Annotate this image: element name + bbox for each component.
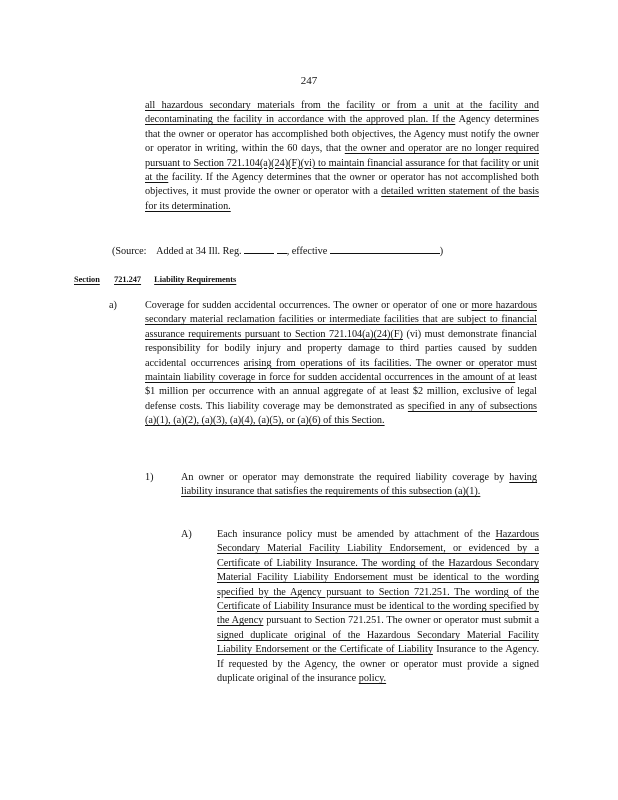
- page-number: 247: [300, 75, 318, 87]
- item-A-text: [217, 528, 539, 686]
- item-1-text-1: An owner or operator may demonstrate the required liability coverage by: [181, 472, 505, 483]
- item-A-text-1: Each insurance policy must be amended by attachment of the: [217, 529, 491, 540]
- subsection-a-text: [145, 299, 537, 429]
- intro-plain-text-2: facility. If the Agency determines that the owner or operator has not accomplished both objectives, it must provide the owner or operator with a: [145, 172, 540, 198]
- intro-paragraph: [145, 99, 539, 214]
- subsection-a-text-1: Coverage for sudden accidental occurrences. The owner or operator of one or: [145, 300, 469, 311]
- section-number: 721.247: [114, 275, 142, 284]
- subsection-a-text-3: least $1 million per occurrence with an annual aggregate of at least $2 million, exclusive of legal defense costs. This liability coverage may be demonstrated as: [145, 372, 537, 412]
- item-A-label: A): [181, 529, 192, 540]
- intro-underlined-text-1: all hazardous secondary materials from the facility or from a unit at the facility and decontaminating the facility in accordance with the approved plan. If the: [145, 100, 539, 126]
- source-effective: , effective: [286, 246, 328, 257]
- item-A-text-3: Insurance to the Agency. If requested by the Agency, the owner or operator must provide a signed duplicate original of the insurance: [217, 644, 539, 685]
- intro-underlined-text-2: the owner and operator are no longer required pursuant to Section 721.104(a)(24)(F)(vi) to maintain financial assurance for that facility or unit at the: [145, 143, 539, 184]
- section-word: Section: [74, 275, 100, 284]
- effective-date-blank: [330, 242, 440, 254]
- subsection-a-label: a): [109, 300, 117, 311]
- source-note: [112, 242, 492, 259]
- subsection-a-underlined-2: arising from operations of its facilities. The owner or operator must maintain liability coverage in force for sudden accidental occurrences in the amount of at: [145, 357, 537, 384]
- subsection-a-underlined-1: more hazardous secondary material reclamation facilities or intermediate facilities that are subject to financial assurance requirements pursuant to Section 721.104(a)(24)(F): [145, 300, 538, 340]
- source-close: ): [439, 246, 444, 257]
- register-page-blank: [244, 242, 274, 254]
- section-heading: [74, 273, 237, 287]
- intro-plain-line-2: the Agency must notify the owner or operator in writing, within the 60 days, that: [145, 128, 540, 155]
- item-1-underlined: having liability insurance that satisfies the requirements of this subsection (a)(1).: [181, 472, 537, 498]
- intro-underlined-text-3: detailed written statement of the basis for its determination.: [145, 186, 539, 212]
- intro-plain-line-1: Agency determines that the owner or operator has accomplished both objectives,: [145, 114, 540, 140]
- item-A-underlined-2: signed duplicate original of the Hazardous Secondary Material Facility Liability Endorsement or the Certificate of Liability: [217, 629, 539, 656]
- item-1-text: [181, 471, 537, 500]
- item-A-underlined-1: Hazardous Secondary Material Facility Liability Endorsement, or evidenced by a Certificate of Liability Insurance. The wording of the Hazardous Secondary Material Facility Liability Endorsement must be identical to the wording specified by the Agency pursuant to Section 721.251. The wording of the Certificate of Liability Insurance must be identical to the wording specified by the Agency: [217, 529, 539, 627]
- item-A-underlined-3: policy.: [358, 673, 387, 685]
- source-prefix: (Source:: [112, 246, 147, 257]
- source-added: Added at 34 Ill. Reg.: [156, 246, 242, 257]
- register-page-blank-2: [277, 242, 287, 254]
- subsection-a-underlined-3: specified in any of subsections (a)(1), (a)(2), (a)(3), (a)(4), (a)(5), or (a)(6) of this Section.: [145, 400, 537, 427]
- subsection-a-text-2: (vi) must demonstrate financial responsibility for bodily injury and property damage to third parties caused by sudden accidental occurrences: [145, 328, 538, 369]
- item-1-label: 1): [145, 472, 154, 483]
- section-title: Liability Requirements: [154, 275, 237, 284]
- item-A-text-2: pursuant to Section 721.251. The owner or operator must submit a: [266, 615, 540, 627]
